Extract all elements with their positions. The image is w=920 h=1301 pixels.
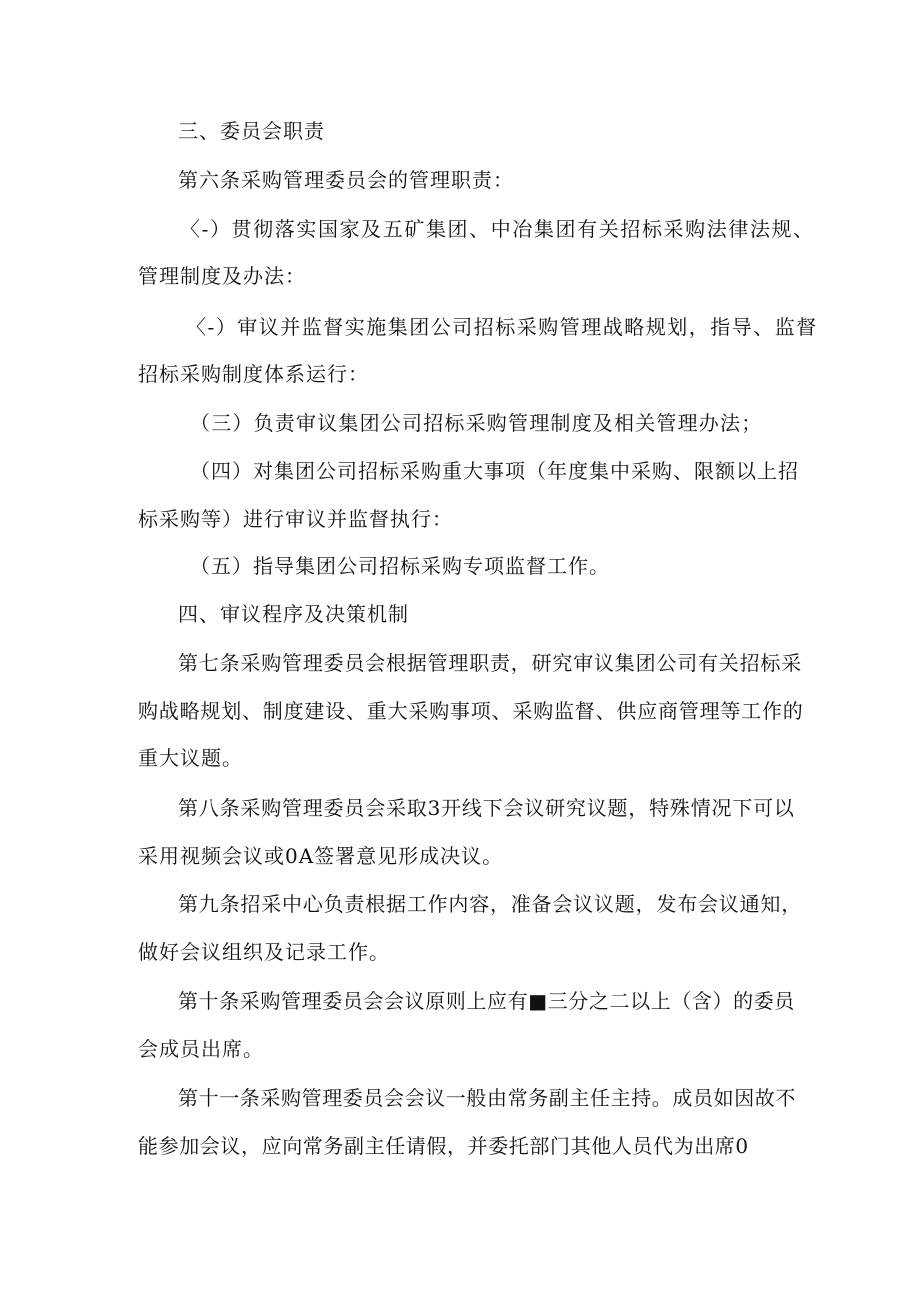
article-paragraph-continued: 做好会议组织及记录工作。 <box>138 940 390 964</box>
list-item: 〈-）贯彻落实国家及五矿集团、中冶集团有关招标采购法律法规、 <box>180 217 815 241</box>
section-heading: 四、审议程序及决策机制 <box>178 602 409 626</box>
article-paragraph: 第六条采购管理委员会的管理职责： <box>178 168 514 192</box>
list-item-continued: 招标采购制度体系运行： <box>138 362 369 386</box>
list-item-continued: 管理制度及办法： <box>138 264 306 288</box>
list-item: （三）负责审议集团公司招标采购管理制度及相关管理办法； <box>190 411 763 435</box>
article-paragraph: 第八条采购管理委员会采取3开线下会议研究议题，特殊情况下可以 <box>178 796 795 820</box>
article-paragraph-continued: 会成员出席。 <box>138 1037 264 1061</box>
article-paragraph-continued: 采用视频会议或0A签署意见形成决议。 <box>138 844 504 868</box>
article-paragraph: 第十条采购管理委员会会议原则上应有■三分之二以上（含）的委员 <box>178 989 795 1013</box>
list-item: （五）指导集团公司招标采购专项监督工作。 <box>190 554 610 578</box>
article-paragraph: 第七条采购管理委员会根据管理职责，研究审议集团公司有关招标采 <box>178 651 802 675</box>
section-heading: 三、委员会职责 <box>178 119 325 143</box>
list-item: （四）对集团公司招标采购重大事项（年度集中采购、限额以上招 <box>190 459 799 483</box>
list-item-continued: 标采购等）进行审议并监督执行： <box>138 507 453 531</box>
article-paragraph: 第九条招采中心负责根据工作内容，准备会议议题，发布会议通知， <box>178 892 802 916</box>
list-item: 〈-）审议并监督实施集团公司招标采购管理战略规划，指导、监督 <box>186 315 818 339</box>
article-paragraph-continued: 能参加会议，应向常务副主任请假，并委托部门其他人员代为出席0 <box>138 1134 749 1158</box>
article-paragraph-continued: 重大议题。 <box>138 746 243 770</box>
article-paragraph-continued: 购战略规划、制度建设、重大采购事项、采购监督、供应商管理等工作的 <box>138 699 804 723</box>
article-paragraph: 第十一条采购管理委员会会议一般由常务副主任主持。成员如因故不 <box>178 1086 796 1110</box>
